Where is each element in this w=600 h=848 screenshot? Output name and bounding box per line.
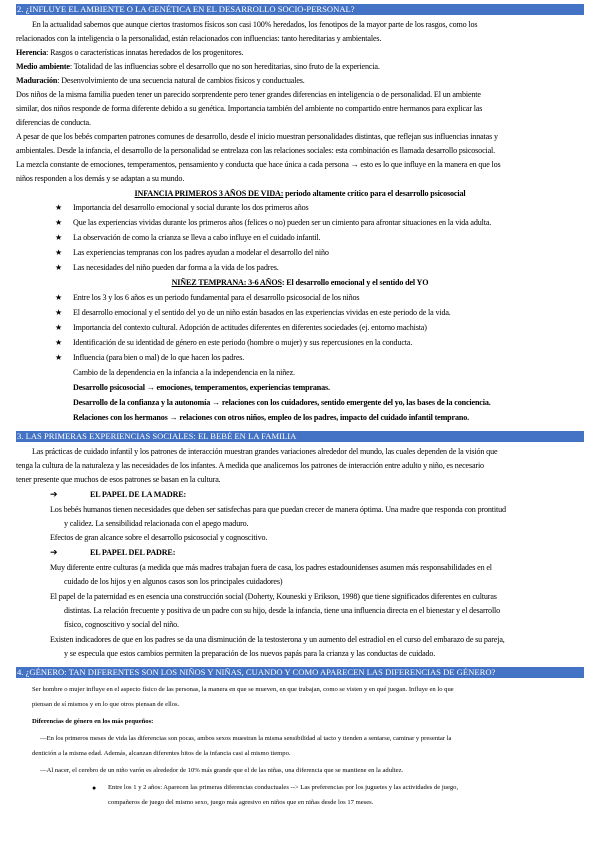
s2-paragraph-1-cont: relacionados con la inteligencia o la personalidad, están relacionados con influencias: tanto hereditarias y ambientales. (16, 34, 382, 43)
infancia-item: Que las experiencias vividas durante los primeros años (felices o no) pueden ser un cimiento para afrontar situaciones en la vida adulta. (73, 218, 492, 227)
padre-paragraph-2: El papel de la paternidad es en esencia una construcción social (Doherty, Kouneski y Erikson, 1998) que tiene significados diferentes en culturas (50, 592, 497, 601)
term-maduracion: Maduración (16, 76, 58, 85)
cambio-line: Cambio de la dependencia en la infancia a la independencia en la niñez. (73, 368, 295, 377)
s4-paragraph-1: Ser hombre o mujer influye en el aspecto físico de las personas, la manera en que se mueven, en que trabajan, como se visten y en qué juegan. Influye en lo que (32, 686, 454, 693)
definition-herencia (16, 47, 586, 58)
star-bullet-icon: ★ (55, 263, 63, 272)
section-3-header: 3. LAS PRIMERAS EXPERIENCIAS SOCIALES: EL BEBÉ EN LA FAMILIA (16, 431, 584, 442)
star-bullet-icon: ★ (55, 293, 63, 302)
s2-paragraph-3-end: niños responden a los demás y se adaptan a su mundo. (16, 174, 185, 183)
padre-paragraph-1: Muy diferente entre culturas (a medida que más madres trabajan fuera de casa, los padres estadounidenses asumen más responsabilidades en el (50, 563, 492, 572)
infancia-heading (16, 188, 584, 199)
s2-paragraph-1: En la actualidad sabemos que aunque ciertos trastornos físicos son casi 100% heredados, los fenotipos de la mayor parte de los rasgos, como los (32, 20, 478, 29)
ninez-heading (16, 277, 584, 288)
ninez-subtitle: : El desarrollo emocional y el sentido del YO (281, 278, 429, 287)
term-herencia: Herencia (16, 48, 47, 57)
padre-title: EL PAPEL DEL PADRE (90, 548, 173, 557)
madre-paragraph-2: Efectos de gran alcance sobre el desarrollo psicosocial y cognoscitivo. (50, 533, 268, 542)
s4-paragraph-1-cont: piensan de sí mismos y en lo que otros piensan de ellos. (32, 701, 180, 708)
star-bullet-icon: ★ (55, 203, 63, 212)
infancia-item: Las necesidades del niño pueden dar forma a la vida de los padres. (73, 263, 279, 272)
s4-paragraph-3: —En los primeros meses de vida las diferencias son pocas, ambos sexos muestran la misma sensibilidad al tacto y tienden a sentarse, caminar y presentar la (40, 735, 452, 742)
s2-paragraph-3: A pesar de que los bebés comparten patrones comunes de desarrollo, desde el inicio muestran personalidades distintas, que reflejan sus influencias innatas y (16, 132, 498, 141)
ninez-item: El desarrollo emocional y el sentido del yo de un niño están basados en las experiencias vividas en este periodo de la vida. (73, 308, 451, 317)
s4-paragraph-2: Diferencias de género en los más pequeños: (32, 718, 154, 725)
padre-paragraph-3: Existen indicadores de que en los padres se da una disminución de la testosterona y un aumento del estradiol en el curso del embarazo de su pareja, (50, 635, 505, 644)
s4-bullet-1-cont: compañeros de juego del mismo sexo, juego más agresivo en niños que en niñas desde los 17 meses. (108, 799, 374, 806)
s3-paragraph-1-cont: tenga la cultura de la naturaleza y las necesidades de los infantes. A medida que analicemos los patrones de interacción entre adulto y niño, es necesario (16, 461, 484, 470)
star-bullet-icon: ★ (55, 338, 63, 347)
term-medio-ambiente: Medio ambiente (16, 62, 70, 71)
ninez-item: Entre los 3 y los 6 años es un periodo fundamental para el desarrollo psicosocial de los niños (73, 293, 360, 302)
s3-paragraph-1: Las prácticas de cuidado infantil y los patrones de interacción muestran grandes variaciones alrededor del mundo, las cuales dependen de la visión que (32, 447, 498, 456)
infancia-title: INFANCIA PRIMEROS 3 AÑOS DE VIDA: (134, 189, 284, 198)
padre-paragraph-1-cont: cuidado de los hijos y en algunos casos son los principales cuidadores) (64, 577, 283, 586)
star-bullet-icon: ★ (55, 323, 63, 332)
s4-paragraph-4: —Al nacer, el cerebro de un niño varón es alrededor de 10% más grande que el de las niñas, una diferencia que se mantiene en la adultez. (40, 767, 404, 774)
padre-heading: EL PAPEL DEL PADRE: (90, 548, 176, 557)
s3-paragraph-1-end: tener presente que muchos de esos patrones se basan en la cultura. (16, 475, 221, 484)
arrow-right-icon: ➔ (50, 547, 58, 557)
star-bullet-icon: ★ (55, 218, 63, 227)
arrow-right-icon: ➔ (50, 489, 58, 499)
section-4-header: 4. ¿GÉNERO: TAN DIFERENTES SON LOS NIÑOS Y NIÑAS, CUANDO Y COMO APARECEN LAS DIFERENCIAS DE GÉNERO? (16, 667, 584, 678)
madre-title: EL PAPEL DE LA MADRE (90, 490, 184, 499)
infancia-item: La observación de como la crianza se lleva a cabo influye en el cuidado infantil. (73, 233, 321, 242)
development-line-2: Desarrollo de la confianza y la autonomía → relaciones con los cuidadores, sentido emergente del yo, las bases de la conciencia. (73, 398, 491, 407)
s2-paragraph-2: Dos niños de la misma familia pueden tener un parecido sorprendente pero tener grandes diferencias en inteligencia o de personalidad. El un ambiente (16, 90, 481, 99)
def-medio-ambiente: : Totalidad de las influencias sobre el desarrollo que no son hereditarias, sino fruto de la experiencia. (69, 62, 380, 71)
madre-paragraph-1: Los bebés humanos tienen necesidades que deben ser satisfechas para que puedan crecer de manera óptima. Una madre que responda con prontitud (50, 505, 506, 514)
s2-paragraph-2-cont: similar, dos niños responde de forma diferente debido a su genética. Importancia también del ambiente no compartido entre hermanos para explicar las (16, 104, 483, 113)
padre-paragraph-3-cont: y se especula que estos cambios permiten la preparación de los nuevos papás para la crianza y las conductas de cuidado. (64, 649, 436, 658)
madre-heading: EL PAPEL DE LA MADRE: (90, 490, 187, 499)
infancia-item: Las experiencias tempranas con los padres ayudan a modelar el desarrollo del niño (73, 248, 329, 257)
definition-medio-ambiente (16, 61, 586, 72)
bullet-dot-icon: ● (92, 784, 97, 792)
star-bullet-icon: ★ (55, 308, 63, 317)
padre-paragraph-2-cont: distintas. La relación frecuente y positiva de un padre con su hijo, desde la infancia, tiene una influencia directa en el bienestar y el desarrollo (64, 606, 501, 615)
s2-paragraph-3-cont2: La mezcla constante de emociones, temperamentos, pensamiento y conducta que hace única a cada persona → esto es lo que influye en la manera en que los (16, 160, 501, 169)
star-bullet-icon: ★ (55, 233, 63, 242)
development-line-1: Desarrollo psicosocial → emociones, temperamentos, experiencias tempranas. (73, 383, 330, 392)
ninez-item: Identificación de su identidad de género en este periodo (hombre o mujer) y sus repercusiones en la conducta. (73, 338, 413, 347)
def-herencia: : Rasgos o características innatas heredados de los progenitores. (46, 48, 244, 57)
ninez-item: Importancia del contexto cultural. Adopción de actitudes diferentes en diferentes sociedades (ej. entorno machista) (73, 323, 427, 332)
padre-paragraph-2-end: físico, cognoscitivo y social del niño. (64, 620, 179, 629)
ninez-item: Influencia (para bien o mal) de lo que hacen los padres. (73, 353, 245, 362)
s4-bullet-1: Entre los 1 y 2 años: Aparecen las primeras diferencias conductuales --> Las preferencias por los juguetes y las actividades de juego, (108, 784, 459, 791)
definition-maduracion (16, 75, 586, 86)
development-line-3: Relaciones con los hermanos → relaciones con otros niños, empleo de los padres, impacto del cuidado infantil temprano. (73, 413, 469, 422)
infancia-item: Importancia del desarrollo emocional y social durante los dos primeros años (73, 203, 309, 212)
s2-paragraph-3-cont: ambientales. Desde la infancia, el desarrollo de la personalidad se entrelaza con las relaciones sociales: esta combinación es llamada desarrollo psicosocial. (16, 146, 496, 155)
def-maduracion: : Desenvolvimiento de una secuencia natural de cambios físicos y conductuales. (57, 76, 305, 85)
infancia-subtitle: periodo altamente crítico para el desarrollo psicosocial (283, 189, 466, 198)
star-bullet-icon: ★ (55, 248, 63, 257)
s4-paragraph-3-cont: dentición a la misma edad. Además, alcanzan diferentes hitos de la infancia casi al mismo tiempo. (32, 750, 291, 757)
s2-paragraph-2-end: diferencias de conducta. (16, 118, 91, 127)
madre-paragraph-1-cont: y calidez. La sensibilidad relacionada con el apego maduro. (64, 519, 249, 528)
star-bullet-icon: ★ (55, 353, 63, 362)
section-2-header: 2. ¿INFLUYE EL AMBIENTE O LA GENÉTICA EN EL DESARROLLO SOCIO-PERSONAL? (16, 4, 584, 15)
ninez-title: NIÑEZ TEMPRANA: 3-6 AÑOS (171, 278, 282, 287)
